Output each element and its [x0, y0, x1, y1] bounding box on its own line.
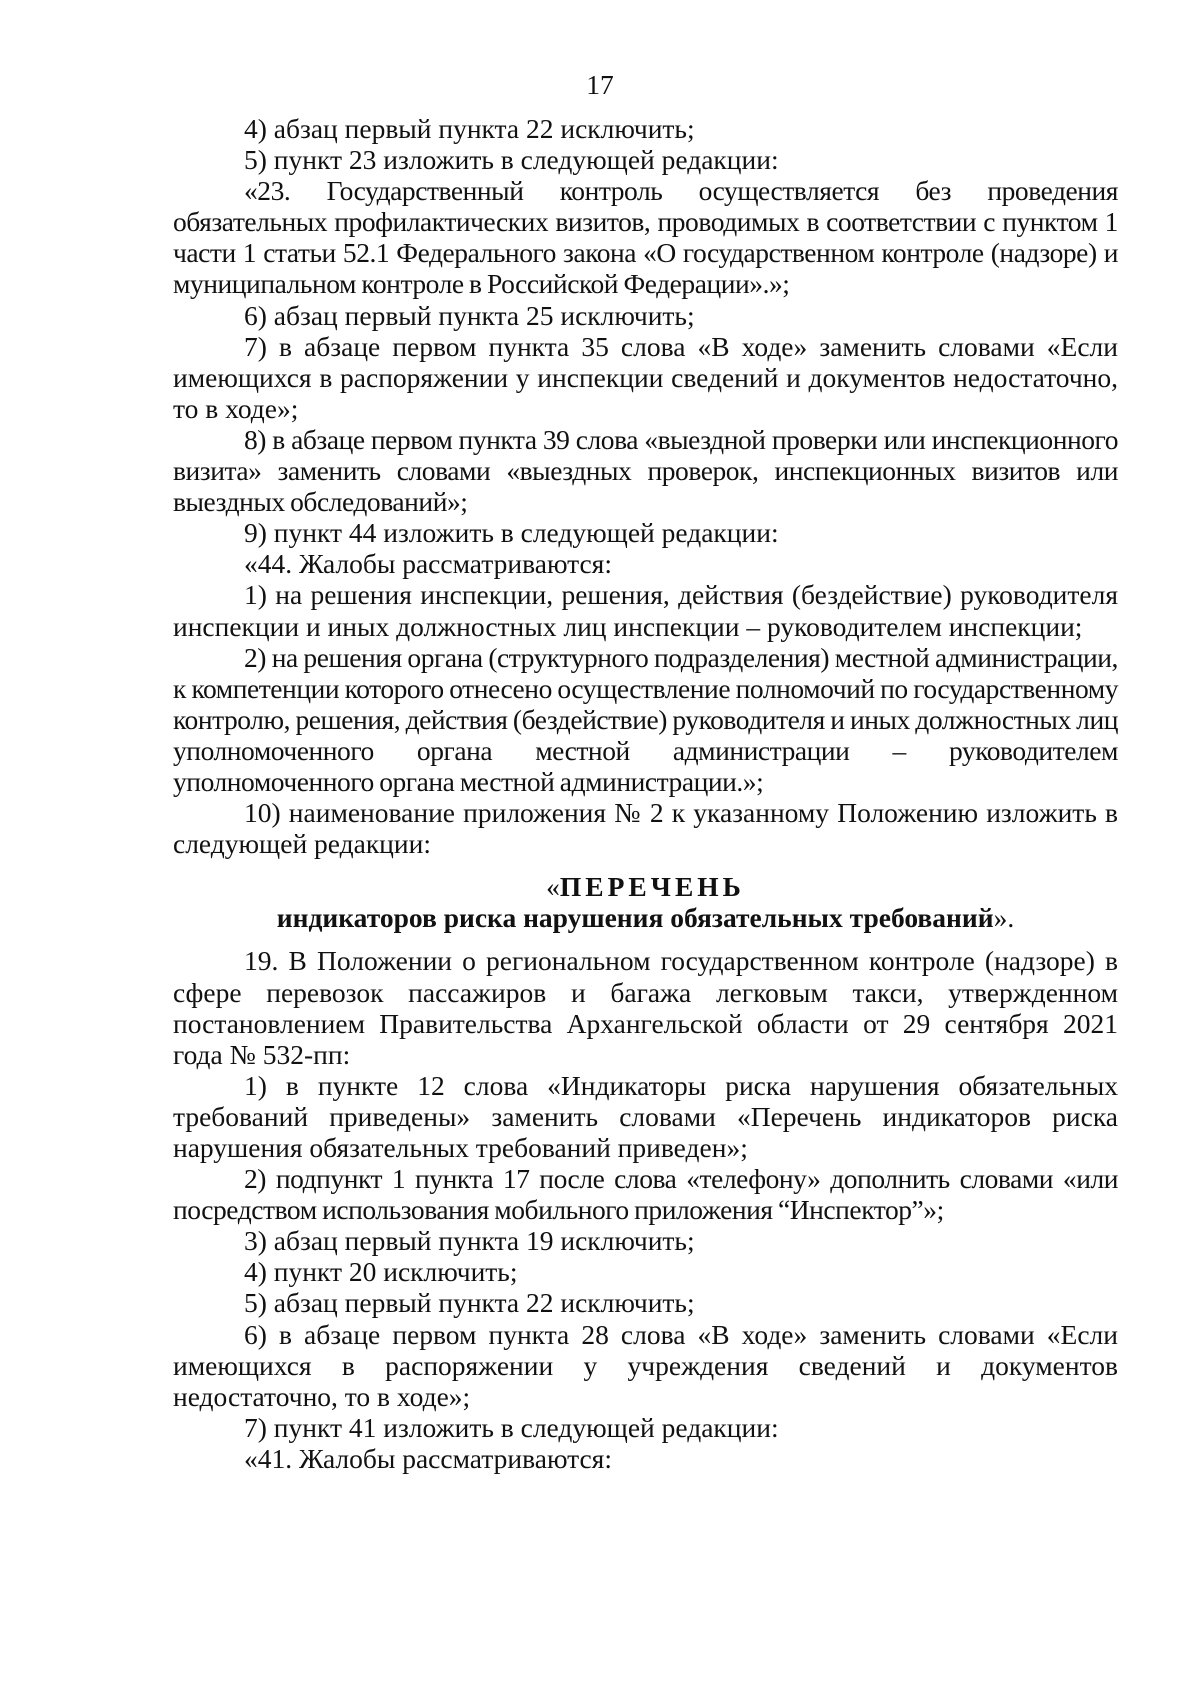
section-19-intro: 19. В Положении о региональном государственном контроле (надзоре) в сфере перевозок пассажиров и багажа легковым такси, утвержденном постановлением Правительства Архангельской области от 29 сентября 2021 года № 532-пп:	[173, 945, 1118, 1070]
section-19-item-5: 5) абзац первый пункта 22 исключить;	[244, 1287, 695, 1319]
paragraph-item-4: 4) абзац первый пункта 22 исключить;	[244, 113, 695, 144]
quoted-point-44: «44. Жалобы рассматриваются:	[244, 548, 612, 580]
page-number: 17	[586, 69, 614, 100]
paragraph-item-7: 7) в абзаце первом пункта 35 слова «В ходе» заменить словами «Если имеющихся в распоряжении у инспекции сведений и документов недостаточно, то в ходе»;	[173, 330, 1118, 424]
appendix-heading	[173, 871, 1118, 933]
section-19-item-6: 6) в абзаце первом пункта 28 слова «В ходе» заменить словами «Если имеющихся в распоряжении у учреждения сведений и документов недостаточно, то в ходе»;	[173, 1318, 1118, 1412]
section-19-item-7: 7) пункт 41 изложить в следующей редакции:	[244, 1411, 779, 1443]
section-19-item-2: 2) подпункт 1 пункта 17 после слова «телефону» дополнить словами «или посредством использования мобильного приложения “Инспектор”»;	[173, 1163, 1118, 1226]
paragraph-item-9: 9) пункт 44 изложить в следующей редакции:	[244, 517, 779, 549]
appendix-title-line	[173, 871, 1118, 902]
appendix-title: ПЕРЕЧЕНЬ	[559, 871, 745, 903]
section-19-item-1: 1) в пункте 12 слова «Индикаторы риска нарушения обязательных требований приведены» заменить словами «Перечень индикаторов риска нарушения обязательных требований приведен»;	[173, 1069, 1118, 1163]
complaint-subitem-2: 2) на решения органа (структурного подразделения) местной администрации, к компетенции которого отнесено осуществление полномочий по государственному контролю, решения, действия (бездействие) руководителя и иных должностных лиц уполномоченного органа местной администрации – руководителем уполномоченного органа местной администрации.»;	[173, 641, 1118, 797]
section-19-item-3: 3) абзац первый пункта 19 исключить;	[244, 1225, 695, 1257]
paragraph-item-8: 8) в абзаце первом пункта 39 слова «выездной проверки или инспекционного визита» заменить словами «выездных проверок, инспекционных визитов или выездных обследований»;	[173, 423, 1118, 518]
paragraph-item-10: 10) наименование приложения № 2 к указанному Положению изложить в следующей редакции:	[173, 797, 1118, 860]
document-body	[173, 113, 1118, 1474]
quoted-point-41: «41. Жалобы рассматриваются:	[244, 1442, 612, 1474]
heading-close: ».	[993, 902, 1015, 934]
heading-open-quote: «	[546, 871, 560, 903]
paragraph-item-6: 6) абзац первый пункта 25 исключить;	[244, 299, 695, 331]
section-19-item-4: 4) пункт 20 исключить;	[244, 1256, 518, 1288]
appendix-subtitle-line	[173, 902, 1118, 933]
appendix-subtitle: индикаторов риска нарушения обязательных требований	[276, 902, 994, 934]
complaint-subitem-1: 1) на решения инспекции, решения, действия (бездействие) руководителя инспекции и иных должностных лиц инспекции – руководителем инспекции;	[173, 579, 1118, 642]
quoted-point-23: «23. Государственный контроль осуществляется без проведения обязательных профилактических визитов, проводимых в соответствии с пунктом 1 части 1 статьи 52.1 Федерального закона «О государственном контроле (надзоре) и муниципальном контроле в Российской Федерации».»;	[173, 175, 1118, 300]
paragraph-item-5: 5) пункт 23 изложить в следующей редакции:	[244, 144, 779, 176]
